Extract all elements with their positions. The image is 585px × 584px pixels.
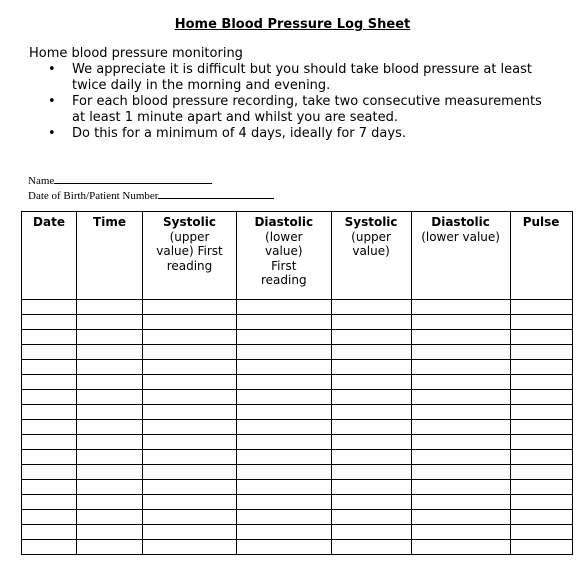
log-cell[interactable] xyxy=(143,480,237,495)
log-cell[interactable] xyxy=(77,315,143,330)
log-cell[interactable] xyxy=(510,375,572,390)
log-cell[interactable] xyxy=(331,435,411,450)
log-cell[interactable] xyxy=(331,465,411,480)
dob-line xyxy=(158,188,274,199)
log-cell[interactable] xyxy=(331,540,411,555)
log-cell[interactable] xyxy=(143,510,237,525)
log-cell[interactable] xyxy=(22,450,77,465)
log-cell[interactable] xyxy=(411,330,510,345)
table-row xyxy=(22,435,573,450)
table-row xyxy=(22,405,573,420)
log-cell[interactable] xyxy=(510,345,572,360)
log-cell[interactable] xyxy=(411,450,510,465)
log-cell[interactable] xyxy=(331,390,411,405)
bullet-text: We appreciate it is difficult but you should take blood pressure at least twice daily in the morning and evening. xyxy=(72,62,533,93)
log-cell[interactable] xyxy=(331,495,411,510)
log-cell[interactable] xyxy=(143,450,237,465)
table-row xyxy=(22,300,573,315)
log-cell[interactable] xyxy=(331,375,411,390)
name-line xyxy=(54,173,212,184)
log-cell[interactable] xyxy=(77,495,143,510)
table-row xyxy=(22,360,573,375)
table-row xyxy=(22,345,573,360)
log-cell[interactable] xyxy=(237,450,332,465)
log-cell[interactable] xyxy=(331,330,411,345)
col-diastolic-first: Diastolic (lower value) First reading xyxy=(237,212,332,300)
log-cell[interactable] xyxy=(22,465,77,480)
table-row xyxy=(22,315,573,330)
log-cell[interactable] xyxy=(22,525,77,540)
log-cell[interactable] xyxy=(237,465,332,480)
log-cell[interactable] xyxy=(22,510,77,525)
log-cell[interactable] xyxy=(77,420,143,435)
log-cell[interactable] xyxy=(237,300,332,315)
log-cell[interactable] xyxy=(510,435,572,450)
log-cell[interactable] xyxy=(411,480,510,495)
log-cell[interactable] xyxy=(331,345,411,360)
log-cell[interactable] xyxy=(510,330,572,345)
table-row xyxy=(22,525,573,540)
log-cell[interactable] xyxy=(22,360,77,375)
log-cell[interactable] xyxy=(143,540,237,555)
bullet-text: For each blood pressure recording, take two consecutive measurements at least 1 minute apart and whilst you are seated. xyxy=(72,94,542,125)
log-cell[interactable] xyxy=(237,360,332,375)
log-cell[interactable] xyxy=(237,480,332,495)
log-cell[interactable] xyxy=(143,360,237,375)
log-cell[interactable] xyxy=(143,435,237,450)
log-cell[interactable] xyxy=(77,360,143,375)
log-cell[interactable] xyxy=(143,390,237,405)
log-cell[interactable] xyxy=(22,315,77,330)
log-cell[interactable] xyxy=(143,345,237,360)
log-cell[interactable] xyxy=(143,315,237,330)
document-title: Home Blood Pressure Log Sheet xyxy=(174,17,411,32)
log-cell[interactable] xyxy=(331,480,411,495)
bullet-icon: • xyxy=(48,126,56,141)
log-cell[interactable] xyxy=(77,480,143,495)
table-row xyxy=(22,420,573,435)
table-row xyxy=(22,450,573,465)
log-cell[interactable] xyxy=(411,375,510,390)
log-cell[interactable] xyxy=(237,495,332,510)
log-cell[interactable] xyxy=(77,450,143,465)
col-time: Time xyxy=(77,212,143,300)
intro-text: Home blood pressure monitoring xyxy=(29,46,243,61)
log-cell[interactable] xyxy=(77,465,143,480)
table-row xyxy=(22,390,573,405)
log-cell[interactable] xyxy=(510,315,572,330)
log-cell[interactable] xyxy=(510,390,572,405)
log-cell[interactable] xyxy=(143,375,237,390)
log-cell[interactable] xyxy=(331,300,411,315)
table-row xyxy=(22,480,573,495)
log-cell[interactable] xyxy=(77,540,143,555)
log-cell[interactable] xyxy=(22,330,77,345)
log-cell[interactable] xyxy=(411,540,510,555)
log-cell[interactable] xyxy=(411,510,510,525)
log-cell[interactable] xyxy=(77,390,143,405)
log-cell[interactable] xyxy=(237,540,332,555)
log-cell[interactable] xyxy=(510,525,572,540)
log-cell[interactable] xyxy=(411,345,510,360)
log-cell[interactable] xyxy=(237,405,332,420)
log-cell[interactable] xyxy=(411,525,510,540)
log-cell[interactable] xyxy=(237,375,332,390)
log-cell[interactable] xyxy=(143,495,237,510)
log-cell[interactable] xyxy=(77,435,143,450)
log-cell[interactable] xyxy=(22,495,77,510)
log-cell[interactable] xyxy=(77,330,143,345)
log-cell[interactable] xyxy=(77,405,143,420)
log-cell[interactable] xyxy=(510,450,572,465)
log-cell[interactable] xyxy=(237,420,332,435)
table-row xyxy=(22,330,573,345)
log-cell[interactable] xyxy=(237,390,332,405)
log-cell[interactable] xyxy=(22,390,77,405)
log-cell[interactable] xyxy=(411,405,510,420)
log-cell[interactable] xyxy=(22,375,77,390)
instructions-list xyxy=(44,62,554,142)
log-cell[interactable] xyxy=(237,525,332,540)
col-systolic-second: Systolic (upper value) xyxy=(331,212,411,300)
log-cell[interactable] xyxy=(237,510,332,525)
col-systolic-first: Systolic (upper value) First reading xyxy=(143,212,237,300)
log-cell[interactable] xyxy=(411,465,510,480)
list-item xyxy=(44,94,554,126)
log-cell[interactable] xyxy=(510,495,572,510)
log-cell[interactable] xyxy=(22,405,77,420)
name-label: Name xyxy=(28,175,55,187)
log-cell[interactable] xyxy=(510,510,572,525)
log-cell[interactable] xyxy=(510,405,572,420)
log-cell[interactable] xyxy=(237,345,332,360)
log-cell[interactable] xyxy=(331,450,411,465)
log-cell[interactable] xyxy=(510,360,572,375)
log-cell[interactable] xyxy=(143,525,237,540)
log-cell[interactable] xyxy=(237,315,332,330)
log-cell[interactable] xyxy=(77,525,143,540)
table-row xyxy=(22,540,573,555)
log-cell[interactable] xyxy=(22,435,77,450)
log-cell[interactable] xyxy=(510,465,572,480)
log-cell[interactable] xyxy=(411,300,510,315)
log-cell[interactable] xyxy=(22,540,77,555)
log-cell[interactable] xyxy=(143,300,237,315)
bullet-text: Do this for a minimum of 4 days, ideally for 7 days. xyxy=(72,126,407,141)
table-header-row xyxy=(22,212,573,300)
log-cell[interactable] xyxy=(77,510,143,525)
col-diastolic-second: Diastolic (lower value) xyxy=(411,212,510,300)
log-cell[interactable] xyxy=(331,510,411,525)
log-cell[interactable] xyxy=(411,420,510,435)
log-cell[interactable] xyxy=(22,300,77,315)
log-cell[interactable] xyxy=(77,345,143,360)
log-cell[interactable] xyxy=(77,300,143,315)
col-date: Date xyxy=(22,212,77,300)
log-cell[interactable] xyxy=(331,405,411,420)
bullet-icon: • xyxy=(48,62,56,77)
log-cell[interactable] xyxy=(143,465,237,480)
log-cell[interactable] xyxy=(143,405,237,420)
log-cell[interactable] xyxy=(237,330,332,345)
bullet-icon: • xyxy=(48,94,56,109)
log-cell[interactable] xyxy=(331,525,411,540)
table-row xyxy=(22,495,573,510)
log-cell[interactable] xyxy=(143,420,237,435)
log-cell[interactable] xyxy=(510,300,572,315)
log-cell[interactable] xyxy=(77,375,143,390)
log-cell[interactable] xyxy=(331,420,411,435)
name-field[interactable] xyxy=(28,173,212,187)
list-item xyxy=(44,126,554,142)
table-row xyxy=(22,465,573,480)
log-cell[interactable] xyxy=(411,360,510,375)
log-body xyxy=(22,300,573,555)
log-cell[interactable] xyxy=(143,330,237,345)
log-cell[interactable] xyxy=(237,435,332,450)
table-row xyxy=(22,375,573,390)
log-cell[interactable] xyxy=(510,480,572,495)
list-item xyxy=(44,62,554,94)
log-cell[interactable] xyxy=(22,345,77,360)
log-cell[interactable] xyxy=(331,315,411,330)
log-cell[interactable] xyxy=(22,420,77,435)
log-cell[interactable] xyxy=(510,540,572,555)
log-cell[interactable] xyxy=(411,495,510,510)
log-cell[interactable] xyxy=(411,435,510,450)
dob-label: Date of Birth/Patient Number xyxy=(28,190,159,202)
log-cell[interactable] xyxy=(510,420,572,435)
blood-pressure-log-table xyxy=(21,211,573,555)
dob-field[interactable] xyxy=(28,188,274,202)
log-cell[interactable] xyxy=(411,390,510,405)
table-row xyxy=(22,510,573,525)
log-cell[interactable] xyxy=(331,360,411,375)
log-cell[interactable] xyxy=(411,315,510,330)
col-pulse: Pulse xyxy=(510,212,572,300)
log-cell[interactable] xyxy=(22,480,77,495)
